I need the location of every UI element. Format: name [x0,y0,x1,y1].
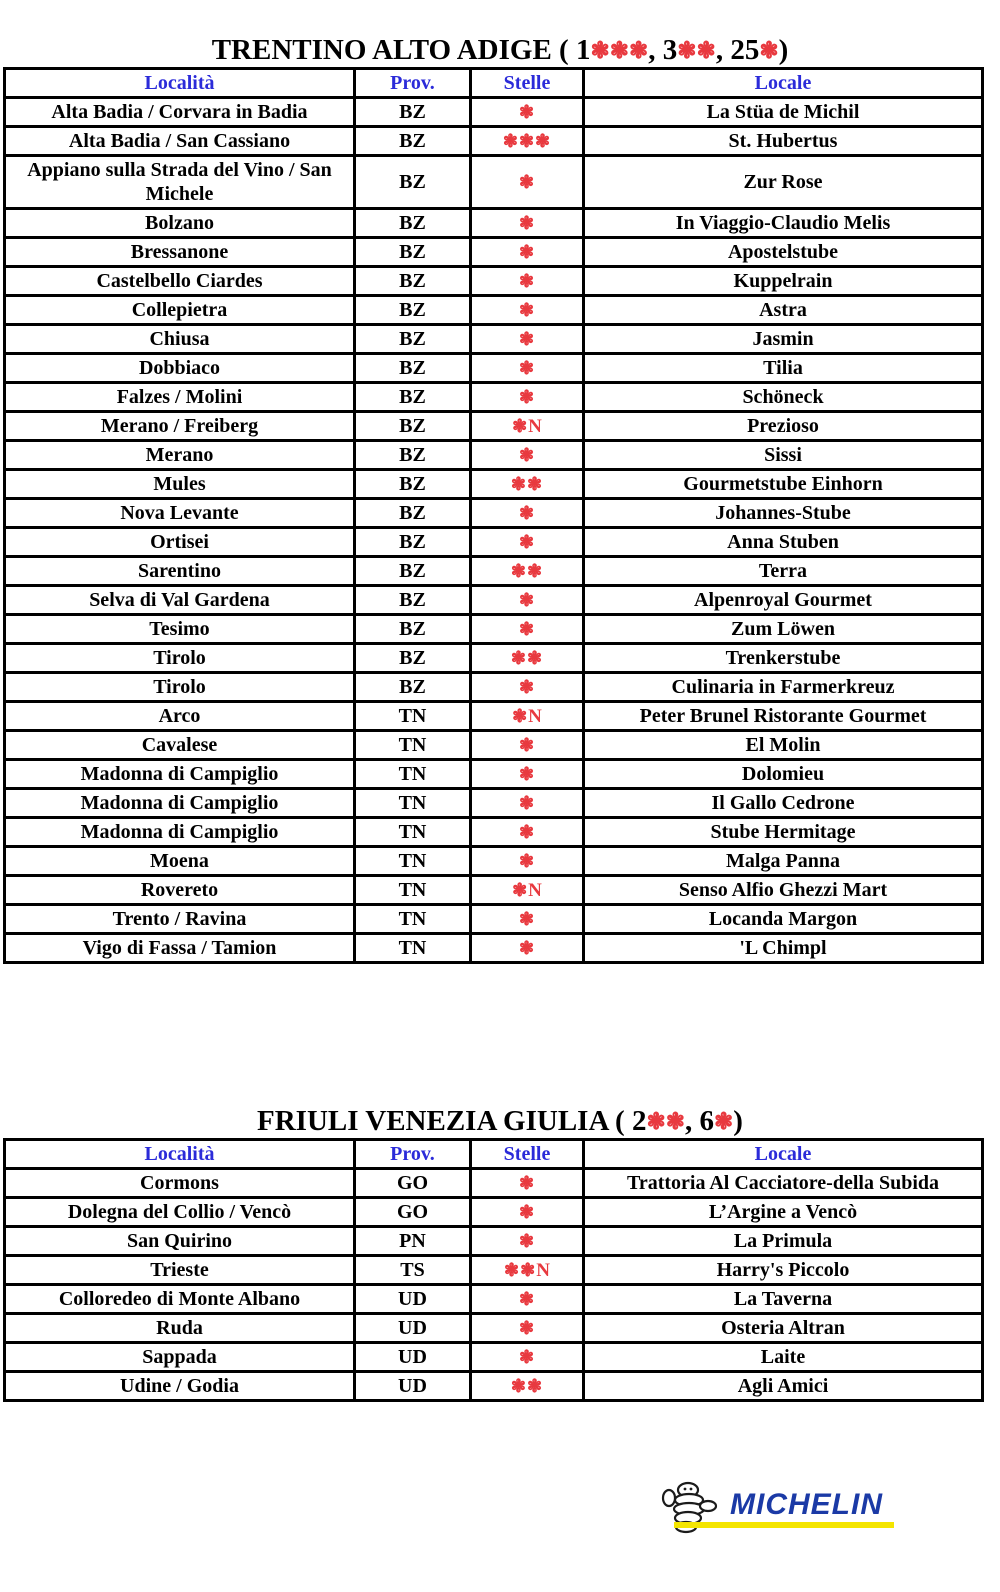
cell-stelle [471,731,584,760]
star-icon: ❃ [518,1347,536,1367]
star-icon: ❃ [518,938,536,958]
cell-prov: TN [355,789,471,818]
header-locale: Locale [584,69,983,98]
cell-stelle [471,499,584,528]
cell-locale: Laite [584,1343,983,1372]
table-row [5,325,983,354]
cell-stelle [471,412,584,441]
cell-localita: Rovereto [5,876,355,905]
cell-prov: BZ [355,238,471,267]
star-icon: ❃ [518,619,536,639]
cell-locale: Anna Stuben [584,528,983,557]
cell-stelle [471,876,584,905]
new-badge: N [528,879,542,901]
cell-localita: Merano [5,441,355,470]
cell-locale: Locanda Margon [584,905,983,934]
section-title [0,33,1000,67]
cell-localita: Collepietra [5,296,355,325]
cell-prov: UD [355,1285,471,1314]
cell-locale: Prezioso [584,412,983,441]
table-row [5,383,983,412]
table-row [5,876,983,905]
table-row [5,847,983,876]
star-icon: ❃ [518,909,536,929]
cell-locale: St. Hubertus [584,127,983,156]
star-icon: ❃ [518,822,536,842]
star-icon: ❃ [518,445,536,465]
star-icon: ❃ [518,590,536,610]
cell-localita: Falzes / Molini [5,383,355,412]
cell-stelle [471,470,584,499]
cell-locale: Gourmetstube Einhorn [584,470,983,499]
cell-prov: BZ [355,296,471,325]
star-icon: ❃❃ [504,1259,537,1280]
cell-localita: Vigo di Fassa / Tamion [5,934,355,963]
header-stelle: Stelle [471,69,584,98]
cell-stelle [471,238,584,267]
cell-localita: San Quirino [5,1227,355,1256]
header-localita: Località [5,69,355,98]
cell-prov: BZ [355,156,471,209]
cell-localita: Ruda [5,1314,355,1343]
table-row [5,267,983,296]
cell-prov: TS [355,1256,471,1285]
cell-localita: Trieste [5,1256,355,1285]
cell-prov: UD [355,1372,471,1401]
cell-stelle [471,354,584,383]
michelin-logo [658,1478,928,1538]
star-icon: ❃ [518,793,536,813]
cell-stelle [471,1285,584,1314]
cell-stelle [471,1372,584,1401]
cell-prov: PN [355,1227,471,1256]
cell-stelle [471,789,584,818]
cell-prov: BZ [355,325,471,354]
cell-locale: In Viaggio-Claudio Melis [584,209,983,238]
cell-localita: Madonna di Campiglio [5,789,355,818]
table-row [5,789,983,818]
cell-locale: Senso Alfio Ghezzi Mart [584,876,983,905]
cell-stelle [471,528,584,557]
table-row [5,1372,983,1401]
cell-stelle [471,1169,584,1198]
cell-localita: Castelbello Ciardes [5,267,355,296]
new-badge: N [536,1259,550,1281]
cell-locale: Astra [584,296,983,325]
cell-locale: La Stüa de Michil [584,98,983,127]
table-row [5,238,983,267]
section-trentino [0,33,1000,964]
header-stelle: Stelle [471,1140,584,1169]
table-row [5,499,983,528]
cell-prov: BZ [355,98,471,127]
cell-stelle [471,760,584,789]
table-row [5,98,983,127]
cell-prov: BZ [355,499,471,528]
cell-stelle [471,325,584,354]
section-title [0,1104,1000,1138]
cell-localita: Tirolo [5,644,355,673]
cell-prov: BZ [355,354,471,383]
cell-stelle [471,156,584,209]
cell-locale: La Taverna [584,1285,983,1314]
cell-prov: GO [355,1169,471,1198]
cell-stelle [471,441,584,470]
cell-prov: BZ [355,127,471,156]
cell-prov: UD [355,1343,471,1372]
cell-prov: TN [355,847,471,876]
cell-localita: Sappada [5,1343,355,1372]
cell-localita: Bressanone [5,238,355,267]
cell-locale: Apostelstube [584,238,983,267]
table-row [5,644,983,673]
cell-locale: Dolomieu [584,760,983,789]
cell-stelle [471,673,584,702]
cell-prov: BZ [355,586,471,615]
new-badge: N [528,415,542,437]
star-icon: ❃ [518,300,536,320]
star-icon: ❃ [518,172,536,192]
cell-locale: L’Argine a Vencò [584,1198,983,1227]
table-row [5,1314,983,1343]
cell-prov: BZ [355,557,471,586]
star-icon: ❃❃ [510,561,544,581]
star-icon: ❃ [518,329,536,349]
restaurant-table [3,1138,984,1402]
cell-localita: Merano / Freiberg [5,412,355,441]
star-icon: ❃ [512,879,529,900]
cell-localita: Arco [5,702,355,731]
cell-localita: Cavalese [5,731,355,760]
cell-localita: Nova Levante [5,499,355,528]
table-row [5,1343,983,1372]
table-row [5,760,983,789]
cell-prov: BZ [355,644,471,673]
star-icon: ❃ [518,503,536,523]
new-badge: N [528,705,542,727]
star-icon: ❃❃ [646,1109,686,1134]
star-icon: ❃ [518,1202,536,1222]
cell-locale: Johannes-Stube [584,499,983,528]
cell-prov: TN [355,876,471,905]
cell-stelle [471,586,584,615]
table-row [5,296,983,325]
star-icon: ❃ [518,735,536,755]
cell-prov: UD [355,1314,471,1343]
cell-locale: Zum Löwen [584,615,983,644]
table-row [5,528,983,557]
cell-locale: Culinaria in Farmerkreuz [584,673,983,702]
star-icon: ❃❃❃ [590,38,649,63]
cell-localita: Cormons [5,1169,355,1198]
cell-locale: Zur Rose [584,156,983,209]
table-row [5,934,983,963]
title-text: , 3 [648,34,678,66]
title-text: TRENTINO ALTO ADIGE ( 1 [211,34,591,66]
cell-localita: Bolzano [5,209,355,238]
cell-stelle [471,1343,584,1372]
cell-prov: TN [355,702,471,731]
cell-prov: BZ [355,615,471,644]
cell-prov: BZ [355,441,471,470]
cell-localita: Appiano sulla Strada del Vino / San Michele [5,156,355,209]
table-header-row [5,1140,983,1169]
cell-locale: Harry's Piccolo [584,1256,983,1285]
header-locale: Locale [584,1140,983,1169]
cell-stelle [471,1227,584,1256]
cell-localita: Colloredeo di Monte Albano [5,1285,355,1314]
title-text: ) [778,34,789,66]
star-icon: ❃ [759,38,779,63]
star-icon: ❃ [518,1173,536,1193]
cell-stelle [471,1314,584,1343]
cell-stelle [471,1198,584,1227]
cell-prov: BZ [355,267,471,296]
header-prov: Prov. [355,69,471,98]
cell-stelle [471,267,584,296]
cell-localita: Mules [5,470,355,499]
cell-stelle [471,296,584,325]
cell-stelle [471,127,584,156]
star-icon: ❃ [518,102,536,122]
cell-localita: Udine / Godia [5,1372,355,1401]
cell-stelle [471,818,584,847]
star-icon: ❃ [518,387,536,407]
star-icon: ❃❃ [510,1376,544,1396]
cell-localita: Madonna di Campiglio [5,760,355,789]
cell-localita: Moena [5,847,355,876]
cell-prov: BZ [355,528,471,557]
table-row [5,1169,983,1198]
cell-prov: BZ [355,412,471,441]
star-icon: ❃ [518,1289,536,1309]
cell-localita: Tesimo [5,615,355,644]
cell-localita: Alta Badia / San Cassiano [5,127,355,156]
table-row [5,905,983,934]
table-row [5,731,983,760]
table-row [5,1256,983,1285]
star-icon: ❃❃ [677,38,716,63]
table-row [5,586,983,615]
cell-locale: Sissi [584,441,983,470]
cell-locale: Tilia [584,354,983,383]
star-icon: ❃ [714,1109,734,1134]
cell-locale: 'L Chimpl [584,934,983,963]
star-icon: ❃ [518,851,536,871]
cell-prov: TN [355,760,471,789]
table-row [5,702,983,731]
table-row [5,127,983,156]
cell-prov: BZ [355,383,471,412]
cell-stelle [471,557,584,586]
star-icon: ❃❃❃ [502,131,552,151]
cell-prov: GO [355,1198,471,1227]
star-icon: ❃ [518,242,536,262]
cell-stelle [471,905,584,934]
cell-locale: Alpenroyal Gourmet [584,586,983,615]
cell-localita: Trento / Ravina [5,905,355,934]
table-row [5,412,983,441]
table-row [5,557,983,586]
cell-locale: El Molin [584,731,983,760]
star-icon: ❃ [518,764,536,784]
star-icon: ❃ [518,677,536,697]
cell-stelle [471,934,584,963]
star-icon: ❃ [518,1318,536,1338]
cell-locale: Agli Amici [584,1372,983,1401]
restaurant-table [3,67,984,964]
cell-prov: BZ [355,209,471,238]
cell-locale: Schöneck [584,383,983,412]
star-icon: ❃ [512,705,529,726]
cell-localita: Ortisei [5,528,355,557]
bibendum-icon [658,1478,724,1538]
cell-stelle [471,615,584,644]
logo-underline [674,1522,894,1528]
cell-locale: Stube Hermitage [584,818,983,847]
table-row [5,156,983,209]
cell-stelle [471,644,584,673]
cell-stelle [471,1256,584,1285]
star-icon: ❃ [512,415,529,436]
table-row [5,441,983,470]
table-row [5,673,983,702]
cell-locale: Malga Panna [584,847,983,876]
cell-stelle [471,383,584,412]
cell-prov: TN [355,731,471,760]
cell-stelle [471,847,584,876]
table-row [5,818,983,847]
cell-stelle [471,209,584,238]
cell-locale: Terra [584,557,983,586]
cell-prov: BZ [355,470,471,499]
title-text: FRIULI VENEZIA GIULIA ( 2 [257,1105,647,1137]
cell-localita: Dobbiaco [5,354,355,383]
title-text: , 25 [715,34,760,66]
logo-wordmark: MICHELIN [730,1488,883,1521]
table-header-row [5,69,983,98]
cell-prov: TN [355,934,471,963]
cell-locale: La Primula [584,1227,983,1256]
cell-localita: Sarentino [5,557,355,586]
section-friuli [0,1104,1000,1402]
table-row [5,615,983,644]
table-row [5,470,983,499]
star-icon: ❃ [518,358,536,378]
star-icon: ❃ [518,532,536,552]
table-row [5,1227,983,1256]
table-row [5,209,983,238]
cell-localita: Tirolo [5,673,355,702]
cell-stelle [471,98,584,127]
cell-prov: TN [355,818,471,847]
cell-locale: Trenkerstube [584,644,983,673]
star-icon: ❃ [518,271,536,291]
star-icon: ❃ [518,1231,536,1251]
cell-localita: Chiusa [5,325,355,354]
cell-prov: BZ [355,673,471,702]
star-icon: ❃❃ [510,474,544,494]
header-prov: Prov. [355,1140,471,1169]
cell-locale: Il Gallo Cedrone [584,789,983,818]
cell-localita: Alta Badia / Corvara in Badia [5,98,355,127]
table-row [5,1198,983,1227]
cell-locale: Kuppelrain [584,267,983,296]
star-icon: ❃❃ [510,648,544,668]
table-row [5,1285,983,1314]
header-localita: Località [5,1140,355,1169]
cell-stelle [471,702,584,731]
title-text: , 6 [685,1105,715,1137]
cell-localita: Madonna di Campiglio [5,818,355,847]
cell-locale: Osteria Altran [584,1314,983,1343]
cell-localita: Dolegna del Collio / Vencò [5,1198,355,1227]
table-row [5,354,983,383]
cell-localita: Selva di Val Gardena [5,586,355,615]
cell-locale: Trattoria Al Cacciatore-della Subida [584,1169,983,1198]
title-text: ) [733,1105,743,1137]
cell-locale: Peter Brunel Ristorante Gourmet [584,702,983,731]
star-icon: ❃ [518,213,536,233]
cell-prov: TN [355,905,471,934]
cell-locale: Jasmin [584,325,983,354]
